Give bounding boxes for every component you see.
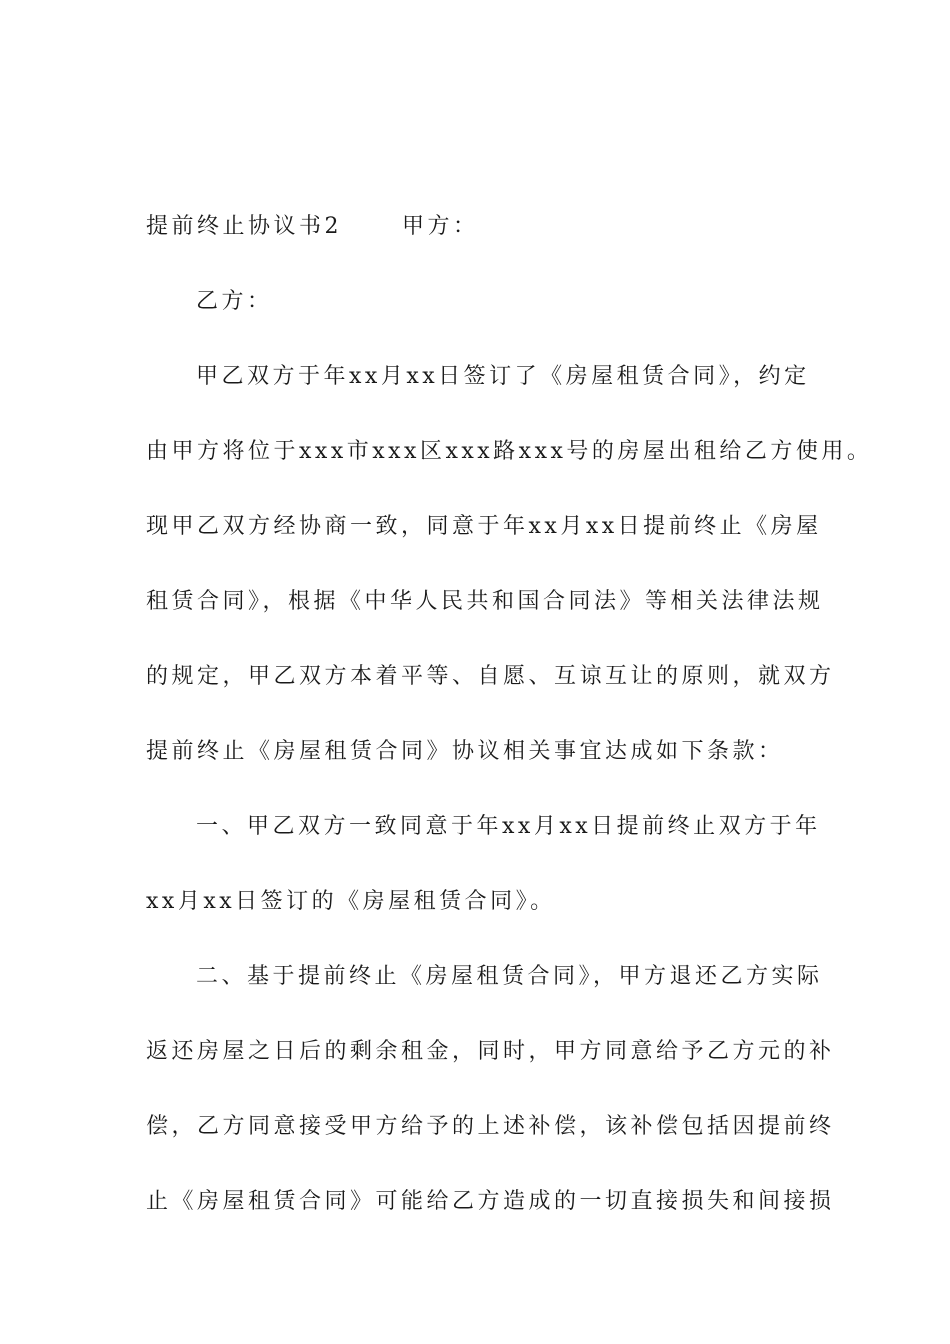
party-b-label: 乙方： <box>196 289 273 314</box>
paragraph-line: 的规定，甲乙双方本着平等、自愿、互谅互让的原则，就双方 <box>146 664 835 689</box>
document-title: 提前终止协议书2 <box>146 214 342 239</box>
paragraph-line: 由甲方将位于xxx市xxx区xxx路xxx号的房屋出租给乙方使用。 <box>146 439 873 464</box>
title-line <box>146 212 479 242</box>
paragraph-line: 甲乙双方于年xx月xx日签订了《房屋租赁合同》，约定 <box>196 364 810 389</box>
paragraph-line: 现甲乙双方经协商一致，同意于年xx月xx日提前终止《房屋 <box>146 514 822 539</box>
clause-two-line: 止《房屋租赁合同》可能给乙方造成的一切直接损失和间接损 <box>146 1189 835 1214</box>
clause-two-line: 偿，乙方同意接受甲方给予的上述补偿，该补偿包括因提前终 <box>146 1114 835 1139</box>
paragraph-line: 提前终止《房屋租赁合同》协议相关事宜达成如下条款： <box>146 739 784 764</box>
party-a-label: 甲方： <box>402 214 479 239</box>
clause-one-line: 一、甲乙双方一致同意于年xx月xx日提前终止双方于年 <box>196 814 821 839</box>
clause-two-line: 二、基于提前终止《房屋租赁合同》，甲方退还乙方实际 <box>196 964 823 989</box>
paragraph-line: 租赁合同》，根据《中华人民共和国合同法》等相关法律法规 <box>146 589 824 614</box>
clause-two-line: 返还房屋之日后的剩余租金，同时，甲方同意给予乙方元的补 <box>146 1039 835 1064</box>
clause-one-line: xx月xx日签订的《房屋租赁合同》。 <box>146 889 556 914</box>
